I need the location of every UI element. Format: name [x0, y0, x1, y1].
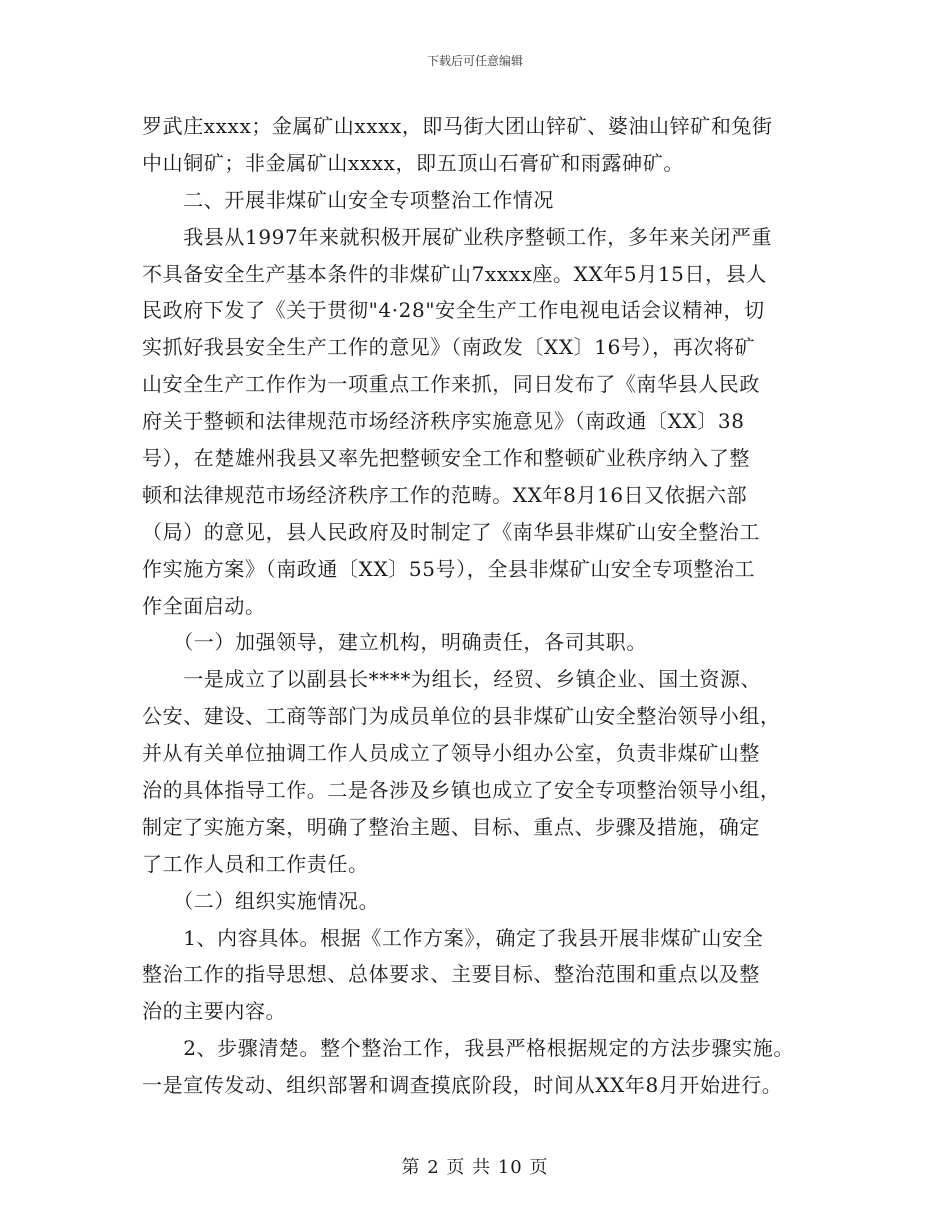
- text-line: 制定了实施方案，明确了整治主题、目标、重点、步骤及措施，确定: [142, 814, 760, 839]
- text-line: 治的主要内容。: [142, 999, 287, 1024]
- page-number: 第 2 页 共 10 页: [401, 1157, 549, 1178]
- text-line: 一是宣传发动、组织部署和调查摸底阶段，时间从XX年8月开始进行。: [142, 1073, 783, 1098]
- text-line: 1、内容具体。根据《工作方案》，确定了我县开展非煤矿山安全: [142, 925, 764, 950]
- text-line: 2、步骤清楚。整个整治工作，我县严格根据规定的方法步骤实施。: [142, 1036, 794, 1061]
- text-line: 罗武庄xxxx；金属矿山xxxx，即马街大团山锌矿、婆油山锌矿和兔街: [142, 114, 773, 138]
- text-line: 公安、建设、工商等部门为成员单位的县非煤矿山安全整治领导小组，: [142, 704, 781, 729]
- text-line: 作实施方案》（南政通〔XX〕55号），全县非煤矿山安全专项整治工: [142, 556, 756, 581]
- text-line: 民政府下发了《关于贯彻"4·28"安全生产工作电视电话会议精神，切: [142, 298, 765, 323]
- text-line: 不具备安全生产基本条件的非煤矿山7xxxx座。XX年5月15日，县人: [142, 261, 767, 286]
- subsection-heading: （一）加强领导，建立机构，明确责任，各司其职。: [142, 630, 647, 655]
- text-line: 山安全生产工作作为一项重点工作来抓，同日发布了《南华县人民政: [142, 372, 760, 397]
- text-line: 作全面启动。: [142, 593, 266, 618]
- text-line: （局）的意见，县人民政府及时制定了《南华县非煤矿山安全整治工: [142, 519, 760, 544]
- document-body: [142, 108, 822, 1104]
- text-line: 整治工作的指导思想、总体要求、主要目标、整治范围和重点以及整: [142, 962, 760, 987]
- text-line: 顿和法律规范市场经济秩序工作的范畴。XX年8月16日又依据六部: [142, 482, 748, 507]
- text-line: 我县从1997年来就积极开展矿业秩序整顿工作，多年来关闭严重: [142, 224, 773, 249]
- section-heading: 二、开展非煤矿山安全专项整治工作情况: [142, 187, 554, 212]
- text-line: 府关于整顿和法律规范市场经济秩序实施意见》（南政通〔XX〕38: [142, 409, 745, 434]
- subsection-heading: （二）组织实施情况。: [142, 888, 380, 913]
- header-note: 下载后可任意编辑: [426, 54, 523, 68]
- text-line: 治的具体指导工作。二是各涉及乡镇也成立了安全专项整治领导小组，: [142, 778, 781, 803]
- text-line: 并从有关单位抽调工作人员成立了领导小组办公室，负责非煤矿山整: [142, 741, 760, 766]
- text-line: 了工作人员和工作责任。: [142, 851, 369, 876]
- text-line: 中山铜矿；非金属矿山xxxx，即五顶山石膏矿和雨露砷矿。: [142, 150, 684, 175]
- text-line: 实抓好我县安全生产工作的意见》（南政发〔XX〕16号），再次将矿: [142, 335, 756, 360]
- text-line: 一是成立了以副县长****为组长，经贸、乡镇企业、国土资源、: [142, 667, 762, 692]
- text-line: 号），在楚雄州我县又率先把整顿安全工作和整顿矿业秩序纳入了整: [142, 446, 750, 471]
